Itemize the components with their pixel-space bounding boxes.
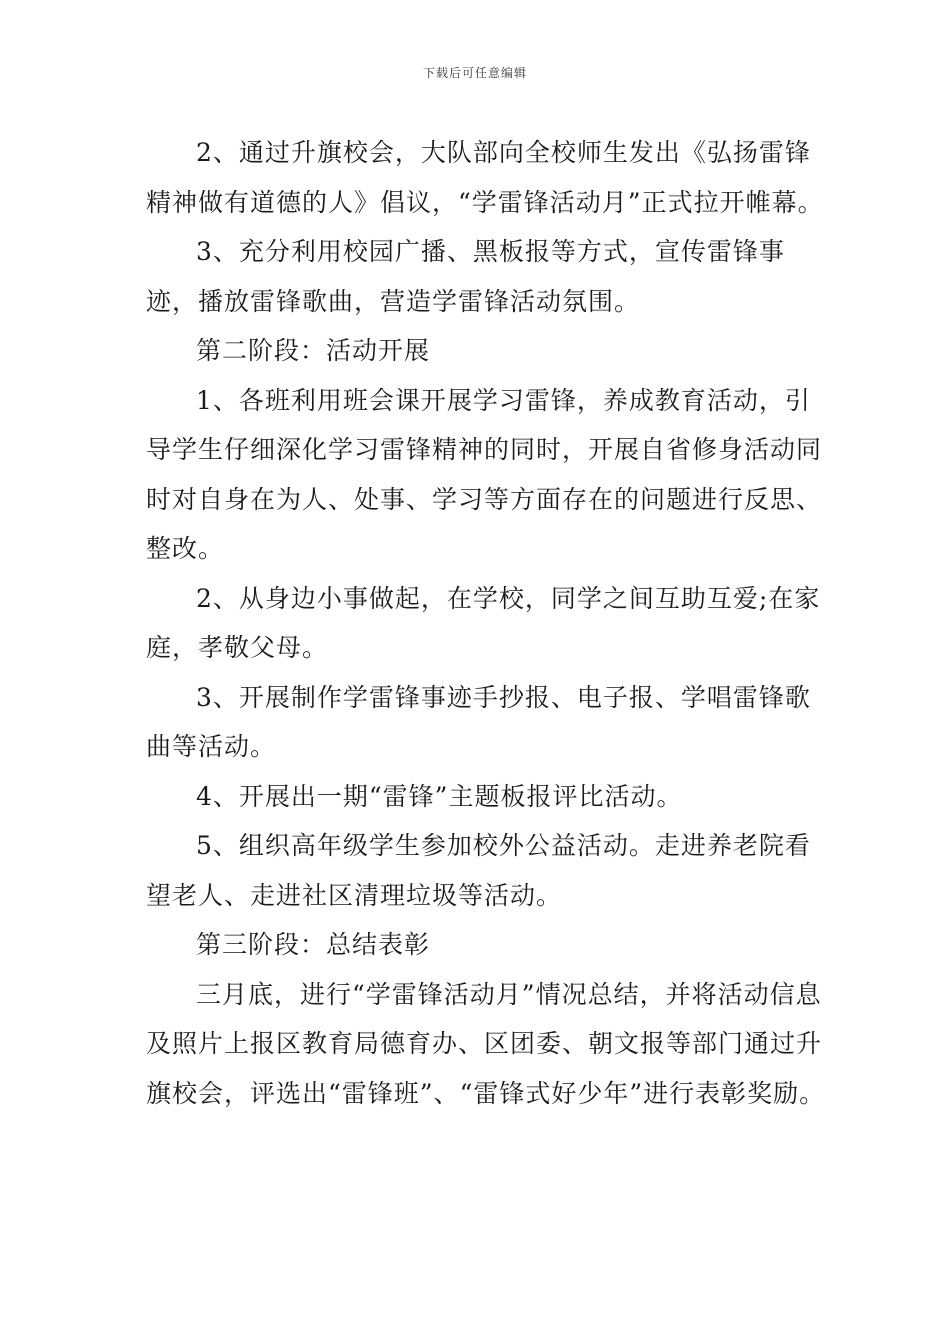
document-body: [146, 128, 836, 1118]
paragraph-step-2-flag-ceremony: 2、通过升旗校会，大队部向全校师生发出《弘扬雷锋精神做有道德的人》倡议，“学雷锋活动月”正式拉开帷幕。: [146, 138, 824, 217]
paragraph-stage-three-summary: 三月底，进行“学雷锋活动月”情况总结，并将活动信息及照片上报区教育局德育办、区团委、朝文报等部门通过升旗校会，评选出“雷锋班”、“雷锋式好少年”进行表彰奖励。: [146, 979, 826, 1108]
paragraph-stage-two-item-5: 5、组织高年级学生参加校外公益活动。走进养老院看望老人、走进社区清理垃圾等活动。: [146, 831, 811, 910]
section-heading-stage-two: 第二阶段：活动开展: [196, 336, 431, 365]
paragraph-stage-two-item-3: 3、开展制作学雷锋事迹手抄报、电子报、学唱雷锋歌曲等活动。: [146, 682, 811, 761]
paragraph-step-3-publicity: 3、充分利用校园广播、黑板报等方式，宣传雷锋事迹，播放雷锋歌曲，营造学雷锋活动氛围。: [146, 237, 785, 316]
section-heading-stage-three: 第三阶段：总结表彰: [196, 930, 431, 959]
paragraph-stage-two-item-2: 2、从身边小事做起，在学校，同学之间互助互爱;在家庭，孝敬父母。: [146, 583, 821, 662]
paragraph-stage-two-item-1: 1、各班利用班会课开展学习雷锋，养成教育活动，引导学生仔细深化学习雷锋精神的同时，开展自省修身活动同时对自身在为人、处事、学习等方面存在的问题进行反思、整改。: [146, 385, 823, 563]
header-note: 下载后可任意编辑: [422, 66, 527, 80]
paragraph-stage-two-item-4: 4、开展出一期“雷锋”主题板报评比活动。: [196, 781, 683, 811]
